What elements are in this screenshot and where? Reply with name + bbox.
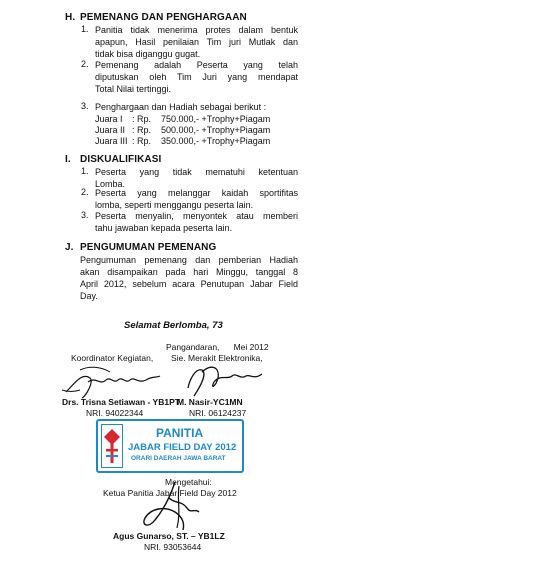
h-item-1-line-3: tidak bisa diganggu gugat. [95,49,201,59]
section-h-letter: H. [65,12,76,23]
left-signatory-nri: NRI. 94022344 [86,408,144,418]
i-item-1-line-1: Peserta yang tidak mematuhi ketentuan [95,167,298,177]
section-i-title: DISKUALIFIKASI [80,154,162,165]
i-item-3 [95,210,298,234]
prize-sep: : Rp. [132,125,152,135]
i-item-2-line-1: Peserta yang melanggar kaidah sportifitas [95,188,298,198]
prize-rank: Juara II [95,125,126,135]
i-item-3-num: 3. [81,210,89,220]
h-item-2-num: 2. [81,59,89,69]
i-item-3-line-2: tahu jawaban kepada peserta lain. [95,223,233,233]
right-signatory-name: M. Nasir-YC1MN [177,397,243,407]
acknowledge-label: Mengetahui: [165,477,212,487]
h-item-1-line-2: apapun, Hasil penilaian Tim juri Mutlak dan [95,37,298,47]
section-h-title: PEMENANG DAN PENGHARGAAN [80,12,247,23]
chair-nri: NRI. 93053644 [144,542,202,552]
i-item-2-num: 2. [81,187,89,197]
i-item-3-line-1: Peserta menyalin, menyontek atau memberi [95,211,298,221]
section-i-letter: I. [65,154,71,165]
i-item-1-line-2: Lomba. [95,179,126,189]
stamp-line-1: JABAR FIELD DAY 2012 [128,442,237,453]
prize-amount: 750.000,- +Trophy+Piagam [161,114,271,124]
h-item-2-line-1: Pemenang adalah Peserta yang telah [95,60,298,70]
prize-rank: Juara III [95,136,128,146]
h-item-1-num: 1. [81,24,89,34]
prize-amount: 500.000,- +Trophy+Piagam [161,125,271,135]
stamp-line-2: ORARI DAERAH JAWA BARAT [131,455,226,462]
j-paragraph [80,254,298,302]
section-j-letter: J. [65,242,74,253]
i-item-2-line-2: lomba, seperti menggangu peserta lain. [95,200,254,210]
stamp-title: PANITIA [156,426,204,440]
j-line-1: Pengumuman pemenang dan pemberian Hadiah [80,255,298,265]
prize-row [95,135,270,147]
h-item-3-num: 3. [81,101,89,111]
h-item-1-line-1: Panitia tidak menerima protes dalam bentuk [95,25,298,35]
h-item-2 [95,59,298,95]
chair-name: Agus Gunarso, ST. – YB1LZ [113,531,225,541]
h-item-2-line-2: diputuskan oleh Tim Juri yang mendapat [95,72,298,82]
stamp-logo [101,424,123,468]
prize-sep: : Rp. [132,114,152,124]
left-role: Koordinator Kegiatan, [71,353,154,363]
place-date: Pangandaran, Mei 2012 [166,342,269,352]
section-j-title: PENGUMUMAN PEMENANG [80,242,217,253]
i-item-2 [95,187,298,211]
j-line-2: akan disampaikan pada hari Minggu, tanggal 8 [80,267,298,277]
right-signature-icon [180,360,275,400]
prize-amount: 350.000,- +Trophy+Piagam [161,136,271,146]
closing-greeting: Selamat Berlomba, 73 [124,320,223,331]
i-item-1-num: 1. [81,166,89,176]
committee-stamp [96,419,244,473]
right-role: Sie. Merakit Elektronika, [171,353,263,363]
right-signatory-nri: NRI. 06124237 [189,408,247,418]
j-line-3: April 2012, sebelum acara Penutupan Jabar Field [80,279,298,289]
orari-logo-icon [102,425,122,467]
left-signatory-name: Drs. Trisna Setiawan - YB1PT [62,397,180,407]
left-signature-icon [60,362,170,402]
j-line-4: Day. [80,291,98,301]
chair-signature-icon [135,478,205,538]
h-item-3-line-1: Penghargaan dan Hadiah sebagai berikut : [95,102,267,112]
h-item-2-line-3: Total Nilai tertinggi. [95,84,172,94]
prize-rank: Juara I [95,114,123,124]
h-item-1 [95,24,298,60]
prize-sep: : Rp. [132,136,152,146]
chair-role: Ketua Panitia Jabar Field Day 2012 [103,488,237,498]
